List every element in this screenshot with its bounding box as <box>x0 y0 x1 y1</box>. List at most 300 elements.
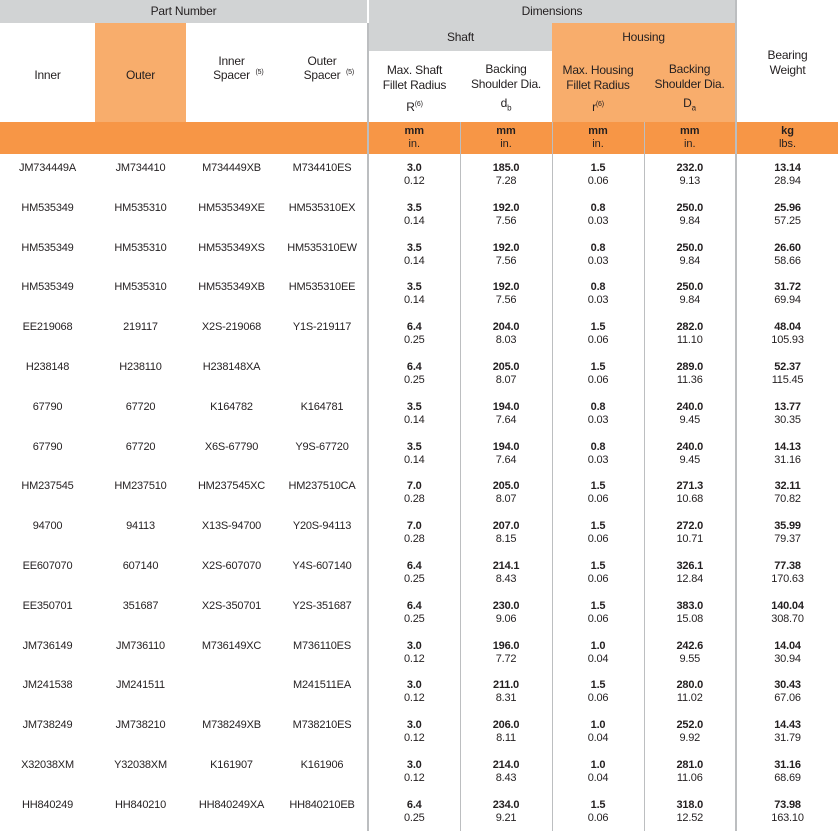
max-shaft-in: 0.14 <box>403 413 425 426</box>
inner-cell: JM241538 <box>22 679 73 692</box>
units-housing-backing <box>644 122 736 154</box>
weight-kg: 30.43 <box>774 679 801 692</box>
max-shaft-in: 0.25 <box>403 334 425 347</box>
shaft-backing-mm: 214.0 <box>492 758 520 771</box>
outer-cell: 67720 <box>125 400 156 413</box>
outer-spacer-cell: M734410ES <box>292 162 352 174</box>
inner-cell: HM237545 <box>21 480 74 493</box>
shaft-backing-in: 8.07 <box>495 493 517 506</box>
outer-spacer-cell: K164781 <box>300 400 344 413</box>
housing-backing-in: 10.71 <box>676 533 704 546</box>
max-housing-mm: 1.5 <box>590 520 606 533</box>
unit-kg: kg <box>781 125 794 137</box>
shaft-backing-in: 7.56 <box>495 294 517 307</box>
max-housing-fillet-cell <box>552 313 644 353</box>
bearing-weight-cell <box>736 353 838 393</box>
table-body <box>0 154 838 831</box>
shaft-backing-in: 7.56 <box>495 214 517 227</box>
housing-backing-in: 12.52 <box>676 811 704 824</box>
shaft-backing-in: 8.43 <box>495 572 517 585</box>
shaft-backing-mm: 192.0 <box>492 241 520 254</box>
inner-spacer-cell: X6S-67790 <box>204 440 259 453</box>
max-shaft-fillet-cell <box>368 353 460 393</box>
shaft-backing-in: 7.28 <box>495 175 517 187</box>
housing-backing-symbol: D <box>683 95 692 110</box>
max-housing-symbol: r <box>592 99 596 114</box>
housing-backing-mm: 240.0 <box>676 400 704 413</box>
max-shaft-fillet-cell <box>368 393 460 433</box>
max-housing-in: 0.04 <box>587 732 609 745</box>
outer-cell: 607140 <box>122 559 159 572</box>
inner-spacer-cell: HM535349XE <box>198 201 265 214</box>
table-row <box>0 512 838 552</box>
bearing-weight-cell <box>736 393 838 433</box>
max-housing-fillet-cell <box>552 751 644 791</box>
weight-lbs: 57.25 <box>774 214 801 227</box>
outer-cell: JM241511 <box>116 679 165 692</box>
max-housing-fillet-cell <box>552 791 644 831</box>
max-housing-in: 0.06 <box>587 493 609 506</box>
table-row <box>0 671 838 711</box>
shaft-backing-cell <box>460 711 552 751</box>
housing-backing-in: 10.68 <box>676 493 704 506</box>
housing-backing-subscript: a <box>691 103 696 113</box>
housing-backing-cell <box>644 234 736 274</box>
shaft-backing-cell <box>460 632 552 672</box>
max-housing-in: 0.04 <box>587 652 609 665</box>
weight-lbs: 67.06 <box>774 692 801 705</box>
shaft-backing-in: 8.15 <box>495 533 517 546</box>
outer-spacer-cell: HM237510CA <box>288 480 356 493</box>
bearing-weight-header <box>736 0 838 122</box>
outer-cell: HH840210 <box>115 798 166 811</box>
max-housing-label-2: Fillet Radius <box>566 77 630 92</box>
outer-spacer-header <box>277 23 368 122</box>
table-row <box>0 234 838 274</box>
shaft-backing-cell <box>460 552 552 592</box>
housing-backing-in: 9.55 <box>679 652 701 665</box>
max-housing-mm: 0.8 <box>590 440 606 453</box>
housing-header: Housing <box>552 23 736 51</box>
max-housing-label-1: Max. Housing <box>562 62 634 77</box>
table-row <box>0 313 838 353</box>
inner-spacer-cell: K161907 <box>210 758 253 771</box>
max-housing-fillet-cell <box>552 154 644 194</box>
inner-cell: HM535349 <box>21 201 74 214</box>
outer-cell: HM535310 <box>114 241 167 254</box>
max-housing-in: 0.03 <box>587 453 609 466</box>
housing-backing-cell <box>644 512 736 552</box>
bearing-weight-cell <box>736 751 838 791</box>
outer-spacer-cell: Y20S-94113 <box>292 520 352 533</box>
weight-lbs: 105.93 <box>771 334 804 347</box>
weight-kg: 31.16 <box>774 758 801 771</box>
inner-cell: 67790 <box>32 400 63 413</box>
max-shaft-in: 0.28 <box>403 533 425 546</box>
units-blank <box>277 122 368 154</box>
table-row <box>0 273 838 313</box>
max-housing-mm: 0.8 <box>590 400 606 413</box>
max-housing-fillet-cell <box>552 234 644 274</box>
shaft-backing-cell <box>460 313 552 353</box>
unit-in: in. <box>592 138 604 150</box>
weight-kg: 25.96 <box>774 201 801 214</box>
max-housing-fillet-cell <box>552 194 644 234</box>
housing-backing-cell <box>644 592 736 632</box>
units-max-shaft <box>368 122 460 154</box>
max-housing-fillet-cell <box>552 273 644 313</box>
max-shaft-mm: 3.0 <box>406 719 422 732</box>
max-housing-mm: 1.5 <box>590 321 606 334</box>
housing-backing-cell <box>644 671 736 711</box>
max-shaft-fillet-header <box>368 51 460 122</box>
max-housing-mm: 1.5 <box>590 679 606 692</box>
shaft-backing-header <box>460 51 552 122</box>
housing-backing-in: 11.36 <box>676 373 703 386</box>
shaft-backing-cell <box>460 234 552 274</box>
inner-spacer-cell: M736149XC <box>201 639 262 652</box>
inner-spacer-cell: HM237545XC <box>197 480 266 493</box>
inner-spacer-cell: X13S-94700 <box>201 520 262 533</box>
housing-backing-mm: 383.0 <box>676 599 704 612</box>
max-shaft-mm: 6.4 <box>406 559 422 572</box>
shaft-backing-mm: 206.0 <box>492 719 520 732</box>
max-shaft-fillet-cell <box>368 512 460 552</box>
bearing-weight-cell <box>736 632 838 672</box>
outer-cell: JM738210 <box>115 719 166 732</box>
table-row <box>0 353 838 393</box>
units-blank <box>0 122 95 154</box>
inner-spacer-cell: X2S-607070 <box>201 559 262 572</box>
housing-backing-mm: 240.0 <box>676 440 704 453</box>
inner-cell: EE350701 <box>22 599 73 612</box>
max-shaft-in: 0.12 <box>403 732 425 745</box>
bearing-weight-cell <box>736 671 838 711</box>
max-housing-in: 0.06 <box>587 175 609 187</box>
weight-kg: 32.11 <box>774 480 801 493</box>
weight-lbs: 31.79 <box>774 732 801 745</box>
outer-spacer-cell: M738210ES <box>292 719 352 732</box>
unit-lbs: lbs. <box>778 138 797 150</box>
weight-lbs: 28.94 <box>774 175 801 187</box>
max-housing-mm: 1.5 <box>590 599 606 612</box>
inner-cell: HM535349 <box>21 241 74 254</box>
weight-lbs: 163.10 <box>771 811 804 824</box>
shaft-backing-mm: 204.0 <box>492 321 520 334</box>
weight-kg: 31.72 <box>774 281 801 294</box>
outer-cell: HM535310 <box>114 201 167 214</box>
outer-spacer-cell: Y9S-67720 <box>295 440 349 453</box>
units-shaft-backing <box>460 122 552 154</box>
outer-spacer-cell: HH840210EB <box>289 798 355 811</box>
weight-kg: 35.99 <box>774 520 801 533</box>
units-max-housing <box>552 122 644 154</box>
bearing-weight-cell <box>736 472 838 512</box>
max-shaft-mm: 6.4 <box>406 321 422 334</box>
shaft-backing-mm: 192.0 <box>492 201 520 214</box>
max-shaft-fillet-cell <box>368 433 460 473</box>
bearing-weight-cell <box>736 711 838 751</box>
outer-header: Outer <box>95 23 186 122</box>
housing-backing-mm: 271.3 <box>676 480 704 493</box>
outer-cell: 67720 <box>125 440 156 453</box>
table-row <box>0 552 838 592</box>
shaft-backing-cell <box>460 433 552 473</box>
max-housing-mm: 1.5 <box>590 798 606 811</box>
shaft-backing-mm: 207.0 <box>492 520 520 533</box>
housing-backing-cell <box>644 632 736 672</box>
max-shaft-fillet-cell <box>368 791 460 831</box>
max-housing-fillet-cell <box>552 632 644 672</box>
units-blank <box>186 122 277 154</box>
max-shaft-label-2: Fillet Radius <box>382 77 447 92</box>
shaft-backing-in: 8.07 <box>495 373 517 386</box>
inner-spacer-cell: HH840249XA <box>198 798 265 811</box>
shaft-backing-mm: 214.1 <box>492 559 520 572</box>
weight-lbs: 308.70 <box>771 612 804 625</box>
max-shaft-mm: 3.0 <box>406 162 422 174</box>
shaft-backing-in: 7.64 <box>495 453 517 466</box>
inner-cell: JM734449A <box>19 162 76 174</box>
max-shaft-fillet-cell <box>368 472 460 512</box>
bearing-weight-cell <box>736 791 838 831</box>
max-shaft-mm: 3.0 <box>406 639 422 652</box>
max-shaft-in: 0.25 <box>403 572 425 585</box>
inner-spacer-cell: X2S-219068 <box>201 321 262 334</box>
inner-cell: H238148 <box>25 360 70 373</box>
shaft-backing-mm: 205.0 <box>492 360 520 373</box>
units-blank <box>95 122 186 154</box>
shaft-backing-in: 7.64 <box>495 413 517 426</box>
max-shaft-fillet-cell <box>368 632 460 672</box>
max-shaft-fillet-cell <box>368 751 460 791</box>
max-housing-mm: 1.5 <box>590 480 606 493</box>
weight-kg: 26.60 <box>774 241 801 254</box>
shaft-header: Shaft <box>368 23 552 51</box>
max-shaft-note: (6) <box>414 100 423 108</box>
inner-spacer-header <box>186 23 277 122</box>
unit-in: in. <box>408 138 421 150</box>
max-shaft-in: 0.14 <box>403 254 425 267</box>
max-shaft-in: 0.14 <box>403 453 425 466</box>
shaft-backing-in: 8.31 <box>495 692 517 705</box>
table-row <box>0 592 838 632</box>
max-shaft-fillet-cell <box>368 552 460 592</box>
housing-backing-cell <box>644 194 736 234</box>
shaft-backing-mm: 194.0 <box>492 400 520 413</box>
max-shaft-label-1: Max. Shaft <box>386 62 443 77</box>
bearing-weight-cell <box>736 154 838 194</box>
weight-kg: 14.04 <box>774 639 801 652</box>
shaft-backing-cell <box>460 751 552 791</box>
housing-backing-in: 9.92 <box>679 732 701 745</box>
weight-lbs: 58.66 <box>774 254 801 267</box>
shaft-backing-symbol: d <box>500 95 508 110</box>
shaft-backing-label-1: Backing <box>485 61 527 76</box>
outer-spacer-cell: Y2S-351687 <box>292 599 352 612</box>
housing-backing-label-2: Shoulder Dia. <box>654 76 725 91</box>
max-shaft-mm: 3.5 <box>406 241 422 254</box>
weight-lbs: 170.63 <box>771 572 804 585</box>
max-housing-in: 0.03 <box>587 254 609 267</box>
inner-spacer-cell: HM535349XS <box>198 241 265 254</box>
housing-backing-mm: 250.0 <box>676 241 704 254</box>
housing-backing-cell <box>644 273 736 313</box>
outer-spacer-cell: M241511EA <box>293 679 351 692</box>
max-shaft-fillet-cell <box>368 313 460 353</box>
housing-backing-mm: 289.0 <box>676 360 704 373</box>
housing-backing-label-1: Backing <box>668 61 711 76</box>
weight-kg: 14.13 <box>774 440 801 453</box>
max-shaft-in: 0.12 <box>403 652 425 665</box>
outer-cell: Y32038XM <box>114 758 167 771</box>
inner-cell: 67790 <box>32 440 63 453</box>
outer-spacer-cell: K161906 <box>300 758 344 771</box>
outer-cell: H238110 <box>119 360 162 373</box>
shaft-backing-subscript: b <box>507 103 512 113</box>
inner-spacer-label: Inner Spacer <box>213 53 250 82</box>
bearing-weight-cell <box>736 273 838 313</box>
bearing-weight-cell <box>736 433 838 473</box>
shaft-backing-label-2: Shoulder Dia. <box>470 76 542 91</box>
shaft-backing-mm: 185.0 <box>492 162 520 174</box>
max-housing-in: 0.06 <box>587 612 609 625</box>
unit-mm: mm <box>496 125 516 137</box>
max-shaft-mm: 7.0 <box>406 520 422 533</box>
shaft-backing-mm: 234.0 <box>492 798 520 811</box>
max-housing-fillet-header <box>552 51 644 122</box>
housing-backing-in: 15.08 <box>676 612 704 625</box>
units-weight <box>736 122 838 154</box>
inner-cell: JM738249 <box>22 719 73 732</box>
max-shaft-symbol: R <box>406 99 415 114</box>
table-row <box>0 711 838 751</box>
max-housing-in: 0.06 <box>587 572 609 585</box>
weight-lbs: 70.82 <box>774 493 801 506</box>
housing-backing-cell <box>644 552 736 592</box>
weight-lbs: 69.94 <box>774 294 801 307</box>
inner-cell: EE219068 <box>22 321 73 334</box>
table-row <box>0 433 838 473</box>
shaft-backing-mm: 205.0 <box>492 480 520 493</box>
shaft-backing-cell <box>460 592 552 632</box>
inner-spacer-note: (5) <box>255 68 264 76</box>
housing-backing-in: 9.45 <box>679 413 701 426</box>
units-row <box>0 122 838 154</box>
unit-in: in. <box>500 138 512 150</box>
shaft-backing-cell <box>460 154 552 194</box>
housing-backing-mm: 281.0 <box>676 758 704 771</box>
outer-spacer-label: Outer Spacer <box>303 53 341 82</box>
outer-spacer-cell: HM535310EW <box>287 241 357 254</box>
max-shaft-in: 0.25 <box>403 612 425 625</box>
max-housing-fillet-cell <box>552 552 644 592</box>
table-row <box>0 632 838 672</box>
shaft-backing-cell <box>460 194 552 234</box>
housing-backing-in: 9.84 <box>679 214 701 227</box>
inner-spacer-cell <box>186 671 277 711</box>
weight-lbs: 79.37 <box>774 533 801 546</box>
table-row <box>0 791 838 831</box>
housing-backing-in: 11.10 <box>676 334 703 347</box>
max-housing-in: 0.04 <box>587 771 609 784</box>
max-shaft-mm: 3.5 <box>406 281 422 294</box>
housing-backing-cell <box>644 472 736 512</box>
weight-lbs: 30.94 <box>774 652 801 665</box>
shaft-backing-in: 7.56 <box>495 254 517 267</box>
inner-spacer-cell: M738249XB <box>202 719 261 732</box>
inner-spacer-cell: X2S-350701 <box>201 599 262 612</box>
bearing-weight-cell <box>736 313 838 353</box>
shaft-backing-mm: 211.0 <box>493 679 519 692</box>
shaft-backing-mm: 230.0 <box>492 599 520 612</box>
outer-cell: 351687 <box>122 599 159 612</box>
shaft-backing-cell <box>460 671 552 711</box>
max-shaft-in: 0.12 <box>403 771 425 784</box>
bearing-weight-cell <box>736 552 838 592</box>
weight-kg: 73.98 <box>774 798 801 811</box>
shaft-backing-cell <box>460 353 552 393</box>
max-housing-fillet-cell <box>552 353 644 393</box>
inner-cell: X32038XM <box>21 758 74 771</box>
housing-backing-mm: 326.1 <box>676 559 704 572</box>
max-shaft-fillet-cell <box>368 711 460 751</box>
bearing-weight-label: Bearing Weight <box>767 48 808 77</box>
inner-header: Inner <box>34 68 61 82</box>
shaft-backing-cell <box>460 791 552 831</box>
weight-lbs: 31.16 <box>774 453 801 466</box>
weight-lbs: 68.69 <box>774 771 801 784</box>
max-housing-note: (6) <box>595 100 604 108</box>
weight-kg: 14.43 <box>774 719 801 732</box>
max-housing-mm: 0.8 <box>590 241 606 254</box>
weight-kg: 48.04 <box>774 321 801 334</box>
max-housing-mm: 0.8 <box>590 281 606 294</box>
housing-backing-mm: 252.0 <box>676 719 704 732</box>
max-shaft-mm: 7.0 <box>406 480 422 493</box>
shaft-backing-in: 8.43 <box>495 771 517 784</box>
outer-spacer-cell: HM535310EX <box>288 201 356 214</box>
max-shaft-mm: 3.5 <box>406 440 422 453</box>
max-housing-in: 0.06 <box>587 334 609 347</box>
max-shaft-in: 0.25 <box>403 373 425 386</box>
housing-backing-in: 11.02 <box>676 692 703 705</box>
max-shaft-mm: 3.0 <box>406 679 422 692</box>
weight-kg: 13.14 <box>774 162 801 174</box>
housing-backing-mm: 250.0 <box>676 281 704 294</box>
max-housing-fillet-cell <box>552 671 644 711</box>
max-housing-in: 0.06 <box>587 533 609 546</box>
shaft-backing-cell <box>460 472 552 512</box>
housing-backing-cell <box>644 751 736 791</box>
weight-kg: 77.38 <box>774 559 801 572</box>
outer-spacer-cell: Y1S-219117 <box>292 321 352 334</box>
inner-spacer-cell: M734449XB <box>202 162 261 174</box>
bearing-weight-cell <box>736 234 838 274</box>
max-housing-fillet-cell <box>552 711 644 751</box>
inner-cell: HM535349 <box>21 281 74 294</box>
housing-backing-mm: 282.0 <box>676 321 704 334</box>
max-housing-in: 0.06 <box>587 811 609 824</box>
housing-backing-mm: 232.0 <box>676 162 704 174</box>
housing-backing-in: 9.84 <box>679 294 701 307</box>
max-shaft-fillet-cell <box>368 671 460 711</box>
max-housing-fillet-cell <box>552 433 644 473</box>
shaft-backing-in: 9.21 <box>495 811 517 824</box>
housing-backing-in: 12.84 <box>676 572 704 585</box>
max-housing-fillet-cell <box>552 472 644 512</box>
housing-backing-mm: 242.6 <box>676 639 704 652</box>
